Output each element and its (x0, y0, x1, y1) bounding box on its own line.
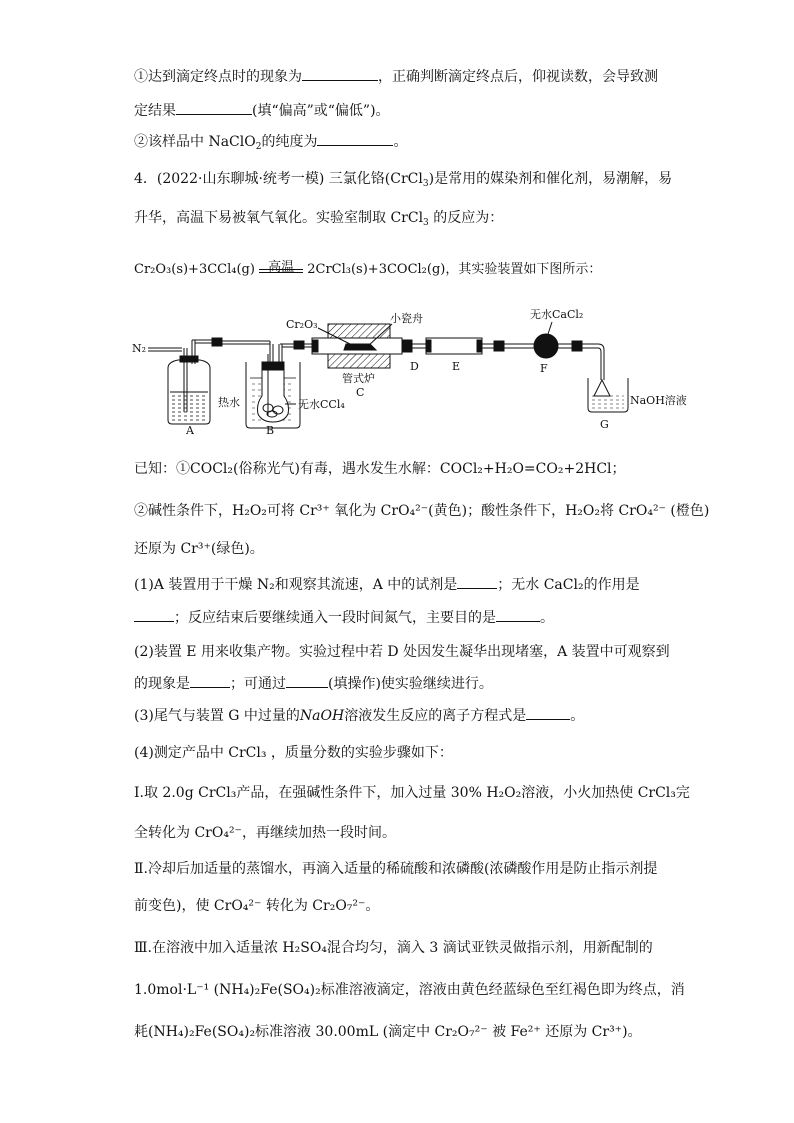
answer-blank[interactable] (134, 607, 174, 622)
step-i-line-2: 全转化为 CrO₄²⁻，再继续加热一段时间。 (134, 825, 396, 841)
label-n2: N₂ (132, 342, 147, 355)
s2b-mid: ；可通过 (230, 676, 286, 692)
q4-intro1: 4．(2022·山东聊城·统考一模) 三氯化铬(CrCl (134, 171, 423, 187)
q3-p1b-suffix: (填“偏高”或“偏低”)。 (252, 103, 390, 119)
q3-p1-mid: ，正确判断滴定终点后，仰视读数，会导致测 (378, 69, 658, 85)
label-cr2o3: Cr₂O₃ (286, 318, 318, 331)
answer-blank[interactable] (286, 673, 328, 688)
label-boat: 小瓷舟 (390, 312, 423, 325)
label-g: G (600, 418, 609, 431)
q4-intro-2 (134, 207, 503, 228)
label-d: D (410, 360, 419, 373)
answer-blank[interactable] (526, 705, 570, 720)
s3-prefix: (3)尾气与装置 G 中过量的 (134, 708, 300, 724)
label-b: B (266, 424, 275, 437)
answer-blank[interactable] (190, 673, 230, 688)
s1-line-1 (134, 574, 640, 594)
q3-line-2 (134, 100, 390, 120)
s1a-suffix: ；无水 CaCl₂的作用是 (497, 577, 640, 593)
s1b-suffix: ；反应结束后要继续通入一段时间氮气，主要目的是 (174, 610, 496, 626)
label-hot-water: 热水 (218, 396, 240, 409)
answer-blank[interactable] (457, 574, 497, 589)
s1-line-2 (134, 607, 554, 627)
step-ii-line-1: Ⅱ.冷却后加适量的蒸馏水，再滴入适量的稀硫酸和浓磷酸(浓磷酸作用是防止指示剂提 (134, 861, 658, 877)
q3-p2-prefix: ②该样品中 NaClO (134, 134, 256, 150)
label-a: A (186, 424, 194, 437)
q3-line-1 (134, 66, 658, 86)
q4-intro2: 升华，高温下易被氧气氧化。实验室制取 CrCl (134, 210, 424, 226)
drying-bulb-f (534, 334, 558, 358)
answer-blank[interactable] (317, 131, 393, 146)
q4-intro2-rest: 的反应为： (428, 210, 504, 226)
q3-p1b-prefix: 定结果 (134, 103, 176, 119)
q4-intro1-rest: )是常用的媒染剂和催化剂，易潮解，易 (428, 171, 673, 187)
eq-condition: 高温 (268, 260, 295, 275)
s3-suffix: 溶液发生反应的离子方程式是 (344, 708, 527, 724)
s4-line: (4)测定产品中 CrCl₃ ，质量分数的实验步骤如下： (134, 745, 453, 761)
step-iii-line-1: Ⅲ.在溶液中加入适量浓 H₂SO₄混合均匀，滴入 3 滴试亚铁灵做指示剂，用新配制的 (134, 940, 653, 956)
step-iii-line-3: 耗(NH₄)₂Fe(SO₄)₂标准溶液 30.00mL (滴定中 Cr₂O₇²⁻ 被 Fe²⁺ 还原为 Cr³⁺)。 (134, 1024, 642, 1040)
label-cacl2: 无水CaCl₂ (530, 308, 584, 321)
known-1: 已知：①COCl₂(俗称光气)有毒，遇水发生水解：COCl₂+H₂O=CO₂+2HCl； (134, 461, 626, 477)
answer-blank[interactable] (302, 66, 378, 81)
q4-equation (134, 258, 601, 277)
s3-naoh: NaOH (299, 708, 345, 724)
s1a-prefix: (1)A 装置用于干燥 N₂和观察其流速，A 中的试剂是 (134, 577, 458, 593)
label-ccl4: 无水CCl₄ (298, 398, 345, 411)
apparatus-diagram (0, 300, 794, 440)
answer-blank[interactable] (176, 100, 252, 115)
label-c: C (356, 386, 365, 399)
step-iii-line-2: 1.0mol·L⁻¹ (NH₄)₂Fe(SO₄)₂标准溶液滴定，溶液由黄色经蓝绿色至红褐色即为终点，消 (134, 982, 685, 998)
q3-line-3 (134, 131, 407, 152)
eq-right: 2CrCl₃(s)+3COCl₂(g)，其实验装置如下图所示： (307, 262, 602, 277)
s3-line (134, 705, 584, 725)
q4-intro2-sub: 3 (423, 218, 429, 228)
step-ii-line-2: 前变色)，使 CrO₄²⁻ 转化为 Cr₂O₇²⁻。 (134, 898, 380, 914)
s2b-suffix: (填操作)使实验继续进行。 (328, 676, 493, 692)
beaker-g (588, 378, 628, 412)
q3-p2-sub: 2 (255, 142, 262, 152)
eq-left: Cr₂O₃(s)+3CCl₄(g) (134, 262, 255, 277)
step-i-line-1: Ⅰ.取 2.0g CrCl₃产品，在强碱性条件下，加入过量 30% H₂O₂溶液，小火加热使 CrCl₃完 (134, 785, 690, 801)
q3-p1-prefix: ①达到滴定终点时的现象为 (134, 69, 302, 85)
tube-furnace-c (312, 324, 402, 368)
label-furnace: 管式炉 (342, 372, 375, 385)
collector-e (426, 338, 482, 354)
q3-p2-mid: 的纯度为 (261, 134, 318, 150)
known-3: 还原为 Cr³⁺(绿色)。 (134, 541, 264, 557)
label-naoh: NaOH溶液 (630, 394, 687, 407)
label-e: E (452, 360, 461, 373)
s2-line-2 (134, 673, 493, 693)
s3-end: 。 (570, 708, 585, 724)
eq-arrow (259, 260, 303, 275)
s1b-end: 。 (540, 610, 554, 626)
label-f: F (540, 362, 548, 375)
bottle-a (168, 340, 215, 424)
s2b-prefix: 的现象是 (134, 676, 190, 692)
q3-p2-suffix: 。 (393, 134, 408, 150)
q4-intro1-sub: 3 (422, 179, 429, 189)
known-2: ②碱性条件下，H₂O₂可将 Cr³⁺ 氧化为 CrO₄²⁻(黄色)；酸性条件下，H₂O₂将 CrO₄²⁻ (橙色) (134, 503, 710, 519)
answer-blank[interactable] (496, 607, 540, 622)
s2-line-1: (2)装置 E 用来收集产物。实验过程中若 D 处因发生凝华出现堵塞，A 装置中可观察到 (134, 644, 670, 660)
q4-intro-1 (134, 168, 672, 189)
